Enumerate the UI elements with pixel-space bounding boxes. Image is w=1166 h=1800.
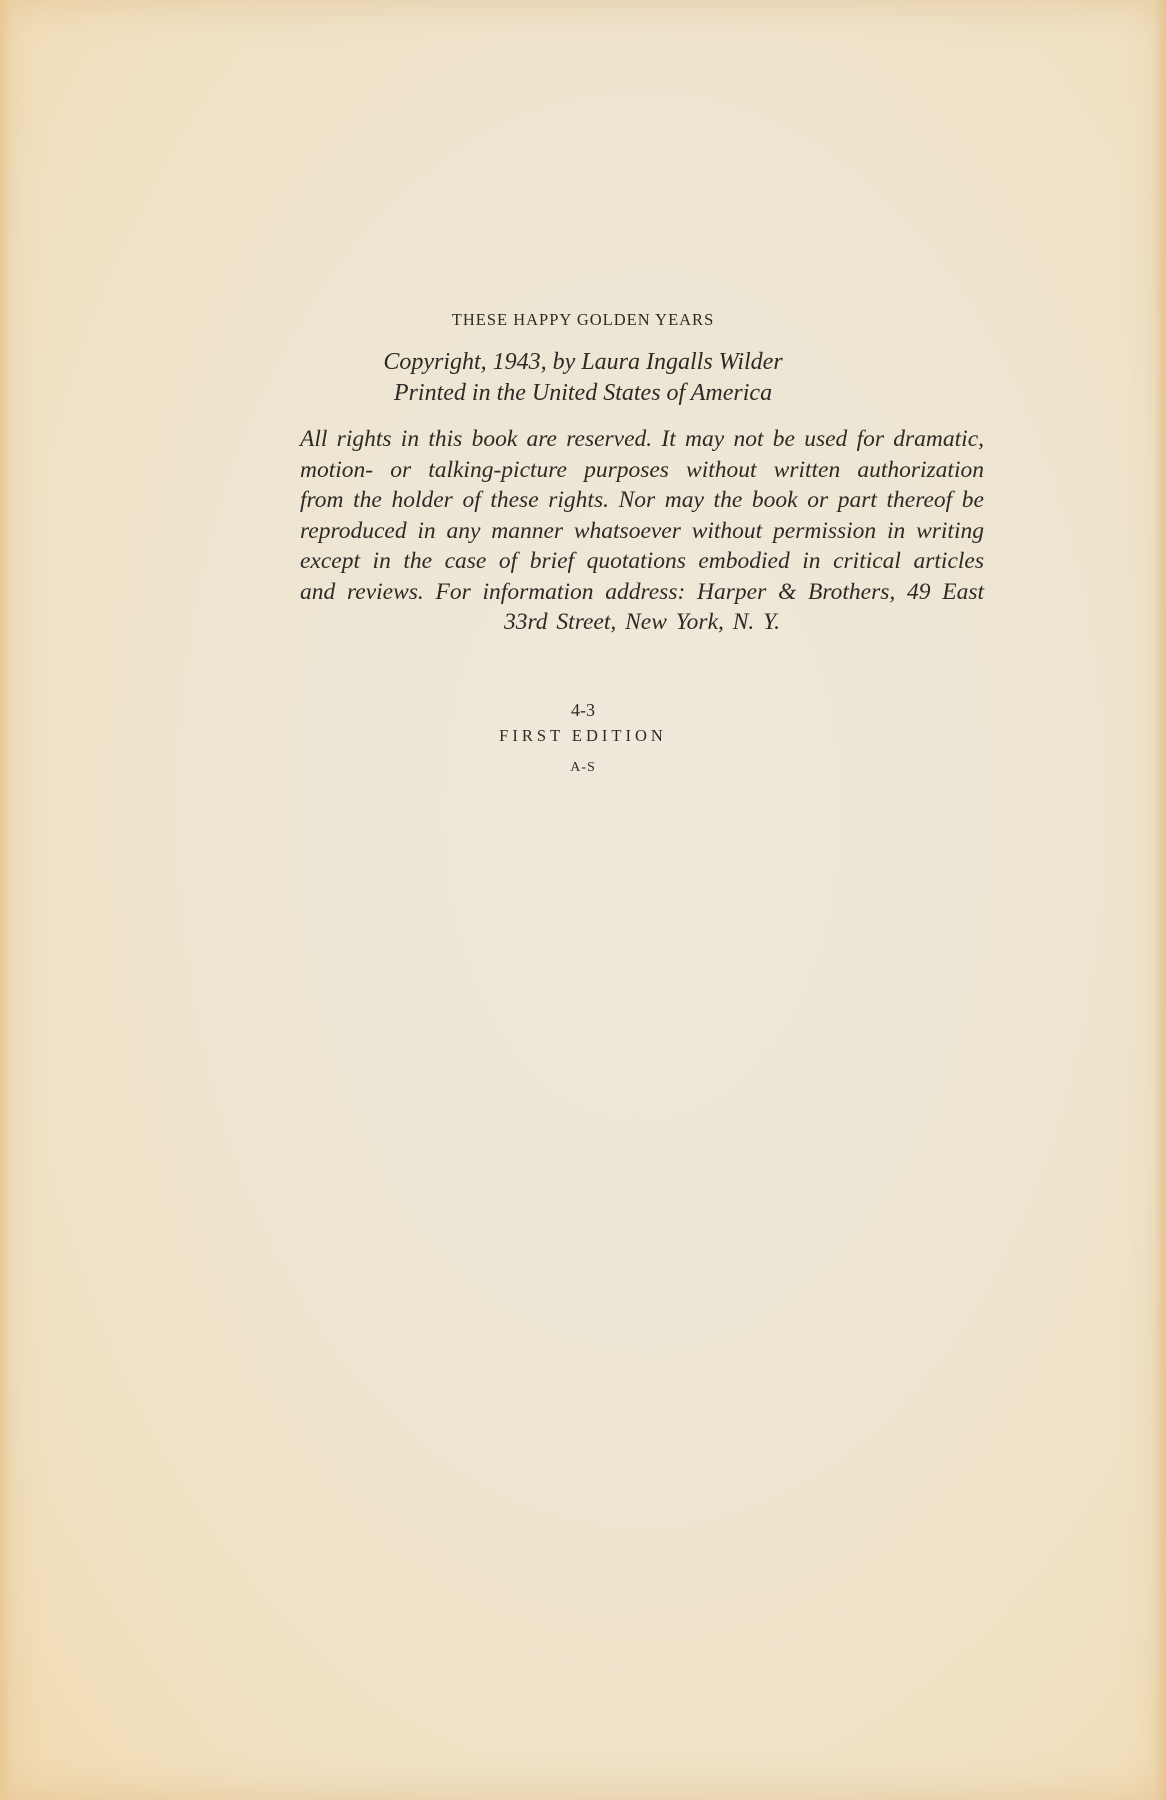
book-title: THESE HAPPY GOLDEN YEARS bbox=[451, 310, 715, 329]
page-edge-left bbox=[0, 0, 10, 1800]
page-edge-right bbox=[1154, 0, 1166, 1800]
printed-line: Printed in the United States of America bbox=[393, 380, 773, 406]
printing-code: A-S bbox=[570, 760, 596, 775]
edition-label: FIRST EDITION bbox=[499, 726, 667, 745]
copyright-line: Copyright, 1943, by Laura Ingalls Wilder bbox=[383, 349, 783, 375]
edition-code: 4-3 bbox=[571, 700, 595, 720]
rights-notice: All rights in this book are reserved. It may not be used for dramatic, motion- or talking-picture purposes without written authorization from the holder of these rights. Nor may the book or part thereof be reproduced in any manner whatsoever without permission in writing except in the case of brief quotations embodied in critical articles and reviews. For information address: Harper & Brothers, 49 East 33rd Street, New York, N. Y. bbox=[300, 426, 984, 635]
